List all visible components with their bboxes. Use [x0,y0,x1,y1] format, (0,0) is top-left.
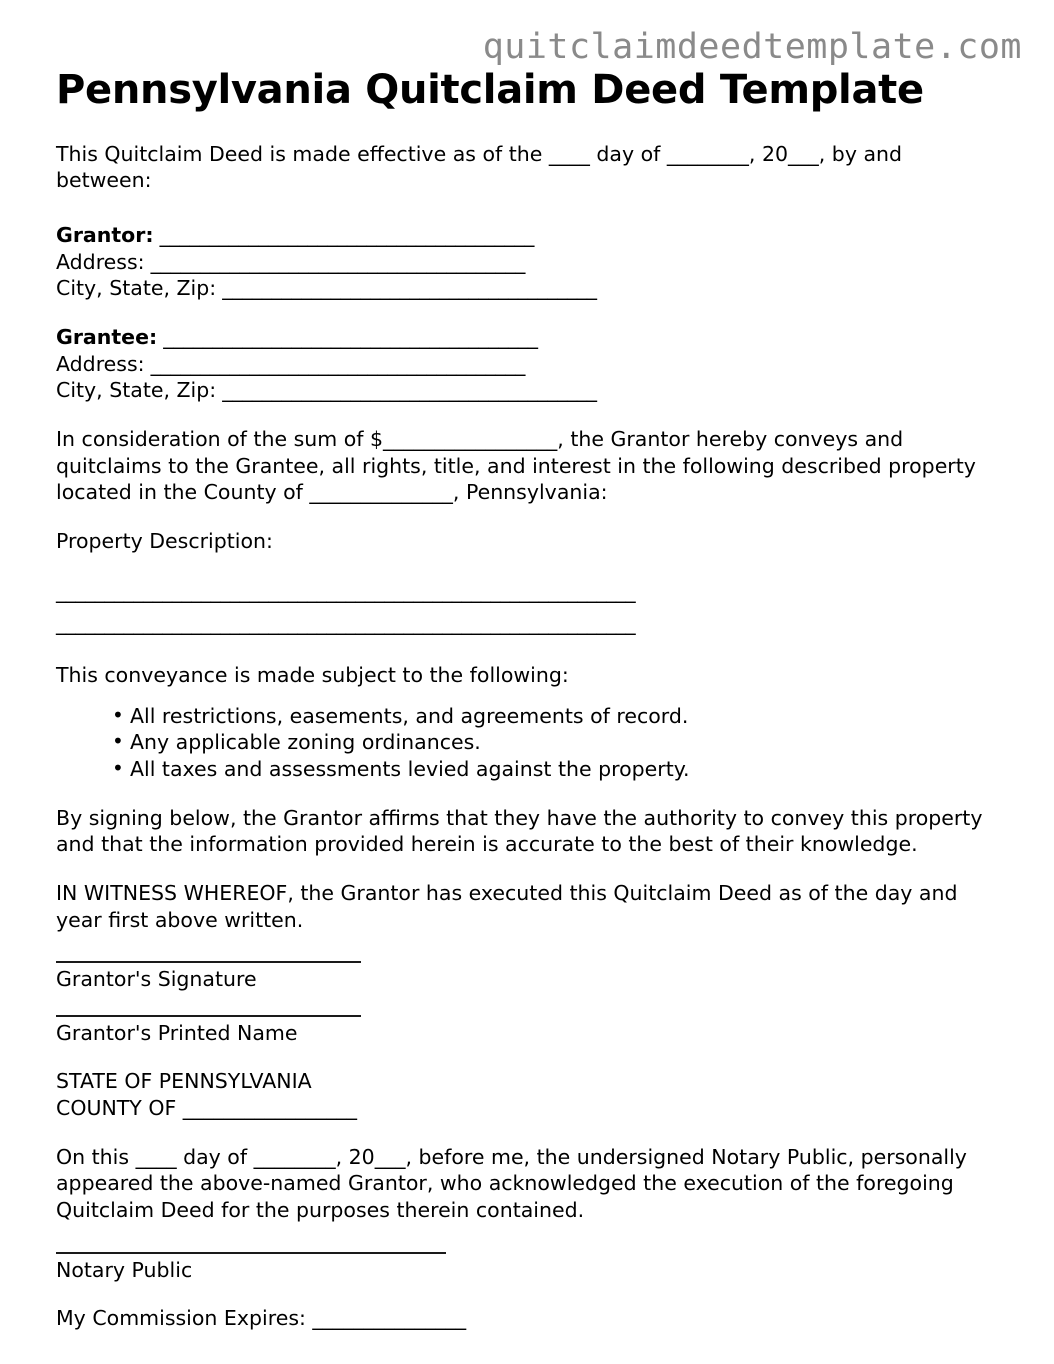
conveyance-terms-list [56,703,998,783]
grantor-block [56,222,998,302]
grantor-name-blank[interactable]: ______________________________________ [153,223,534,248]
grantor-city-blank[interactable]: ______________________________________ [216,276,597,301]
grantor-signature-label: Grantor's Signature [56,967,257,992]
notary-signature-block [56,1252,998,1284]
grantee-address-row [56,351,998,378]
grantee-name-label: Grantee: [56,325,158,349]
notary-jurisdiction-block [56,1068,998,1121]
list-item: • All taxes and assessments levied against the property. [112,756,998,783]
grantee-city-label: City, State, Zip: [56,378,217,403]
effective-date-paragraph: This Quitclaim Deed is made effective as of the ____ day of ________, 20___, by and between: [56,141,903,193]
grantor-city-row [56,275,998,302]
list-item: • Any applicable zoning ordinances. [112,729,998,756]
list-item: • All restrictions, easements, and agreements of record. [112,703,998,730]
notary-acknowledgement-paragraph: On this ____ day of ________, 20___, before me, the undersigned Notary Public, personally appeared the above-named Grantor, who acknowledged the execution of the foregoing Quitclaim Deed for the purposes therein contained. [56,1144,967,1222]
property-description-lines [56,576,998,640]
grantor-printed-name-block [56,1015,998,1047]
grantor-name-row [56,222,998,249]
grantee-address-label: Address: [56,351,145,376]
grantor-city-label: City, State, Zip: [56,276,217,301]
commission-expires-line[interactable]: My Commission Expires: _______________ [56,1306,467,1331]
grantor-name-label: Grantor: [56,223,154,248]
notary-public-label: Notary Public [56,1257,193,1282]
notary-signature-line[interactable] [56,1252,446,1254]
affirmation-paragraph: By signing below, the Grantor affirms that they have the authority to convey this property and that the information provided herein is accurate to the best of their knowledge. [56,805,983,857]
grantor-signature-line[interactable] [56,961,361,963]
grantee-name-row [56,324,998,351]
property-description-label: Property Description: [56,528,273,553]
grantee-address-blank[interactable]: ______________________________________ [144,351,525,376]
grantor-address-blank[interactable]: ______________________________________ [144,249,525,274]
page-title: Pennsylvania Quitclaim Deed Template [56,67,924,113]
grantee-city-blank[interactable]: ______________________________________ [216,378,597,403]
witness-paragraph: IN WITNESS WHEREOF, the Grantor has executed this Quitclaim Deed as of the day and year first above written. [56,880,958,932]
grantor-printed-name-label: Grantor's Printed Name [56,1020,298,1045]
county-line[interactable]: COUNTY OF _________________ [56,1096,358,1121]
grantee-name-blank[interactable]: ______________________________________ [157,325,538,349]
property-description-line-2[interactable]: ____________________________________________________________ [56,611,636,636]
state-line: STATE OF PENNSYLVANIA [56,1069,312,1094]
property-description-line-1[interactable]: ____________________________________________________________ [56,579,636,604]
site-watermark: quitclaimdeedtemplate.com [482,27,1022,67]
grantor-printed-name-line[interactable] [56,1015,361,1017]
grantor-address-label: Address: [56,249,145,274]
grantee-block [56,324,998,404]
consideration-paragraph: In consideration of the sum of $_________________, the Grantor hereby conveys and quitclaims to the Grantee, all rights, title, and interest in the following described property located in the County of ______________, Pennsylvania: [56,426,976,505]
grantor-signature-block [56,961,998,993]
grantor-address-row [56,249,998,276]
grantee-city-row [56,377,998,404]
conveyance-intro: This conveyance is made subject to the following: [56,663,569,688]
